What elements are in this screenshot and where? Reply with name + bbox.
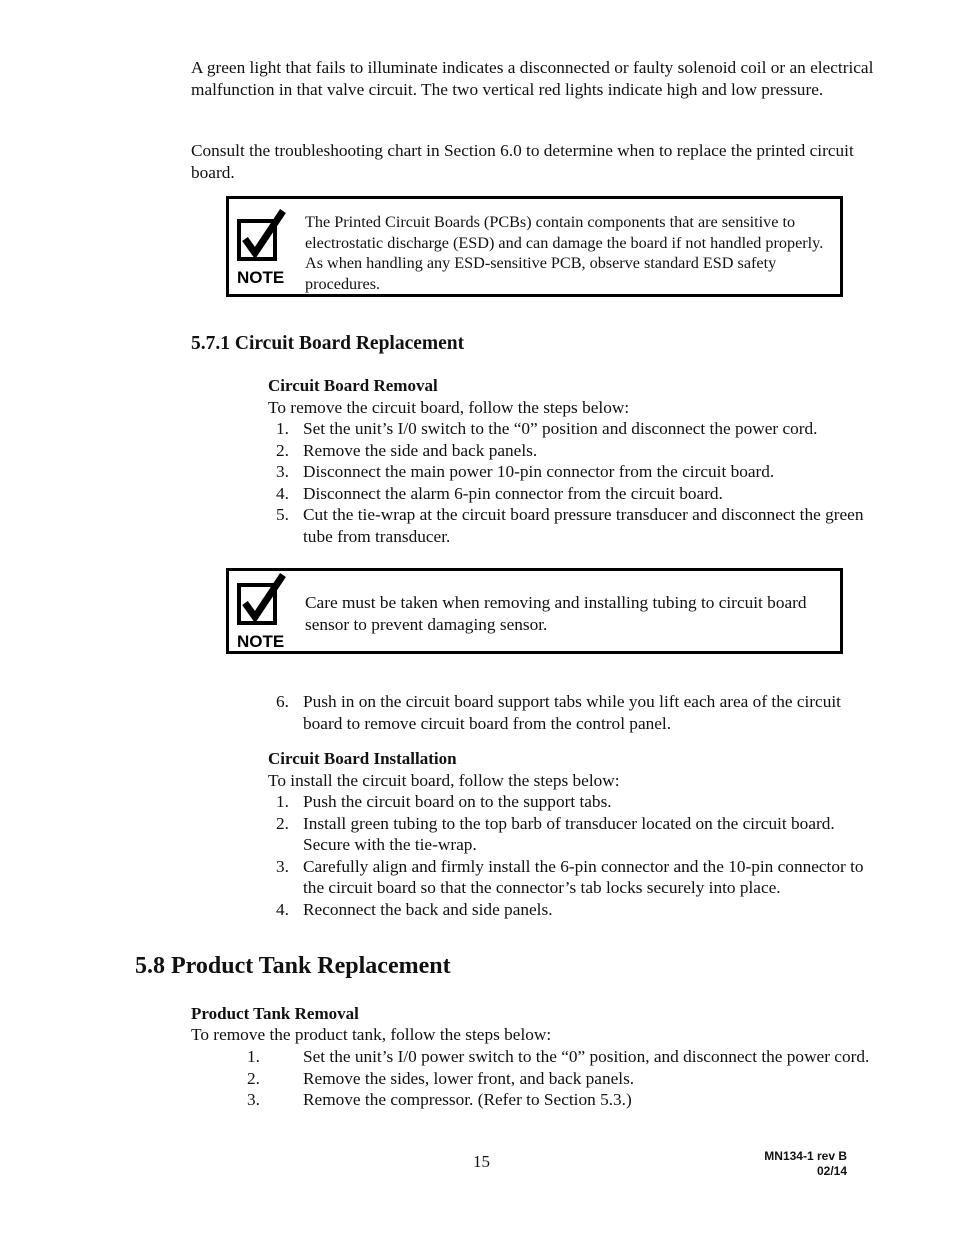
list-item: 2. Remove the side and back panels. (276, 440, 538, 460)
document-revision: MN134-1 rev B (764, 1149, 847, 1163)
list-item: 1. Set the unit’s I/0 switch to the “0” position and disconnect the power cord. (276, 419, 818, 438)
list-item: 2. Remove the sides, lower front, and back panels. (247, 1068, 635, 1088)
svg-text:NOTE: NOTE (237, 632, 285, 651)
tank-removal-intro: To remove the product tank, follow the steps below: (191, 1025, 552, 1044)
list-item: 3. Carefully align and firmly install the 6-pin connector and the 10-pin connector to the circuit board so that the connector’s tab locks securely into place. (276, 856, 864, 897)
paragraph-green-light: A green light that fails to illuminate indicates a disconnected or faulty solenoid coil or an electrical malfunction in that valve circuit. The two vertical red lights indicate high and low pressure. (191, 58, 874, 99)
paragraph-troubleshooting: Consult the troubleshooting chart in Section 6.0 to determine when to replace the printed circuit board. (191, 141, 854, 182)
list-item: 4. Disconnect the alarm 6-pin connector from the circuit board. (276, 483, 723, 503)
list-item: 5. Cut the tie-wrap at the circuit board pressure transducer and disconnect the green tube from transducer. (276, 505, 864, 546)
section-heading-58: 5.8 Product Tank Replacement (135, 953, 451, 979)
subheading-circuit-board-installation: Circuit Board Installation (268, 749, 457, 768)
list-item: 3. Remove the compressor. (Refer to Section 5.3.) (247, 1090, 632, 1109)
note-text-esd: The Printed Circuit Boards (PCBs) contain components that are sensitive to electrostatic discharge (ESD) and can damage the board if not handled properly. As when handling any ESD-sensitive PCB, observe standard ESD safety procedures. (305, 213, 824, 293)
removal-steps-list (268, 418, 872, 547)
list-item: 6. Push in on the circuit board support tabs while you lift each area of the circuit board to remove circuit board from the control panel. (276, 692, 841, 733)
note-checkmark-icon (237, 573, 293, 651)
list-item: 1. Set the unit’s I/0 power switch to the “0” position, and disconnect the power cord. (247, 1047, 870, 1066)
installation-intro: To install the circuit board, follow the steps below: (268, 771, 620, 790)
list-item: 1. Push the circuit board on to the support tabs. (276, 792, 612, 811)
removal-step-6 (268, 691, 868, 734)
svg-text:NOTE: NOTE (237, 268, 285, 287)
note-box-esd (226, 196, 843, 297)
list-item: 2. Install green tubing to the top barb of transducer located on the circuit board. Secure with the tie-wrap. (276, 813, 835, 854)
installation-steps-list (268, 791, 874, 920)
document-id (764, 1149, 847, 1179)
note-text-tubing: Care must be taken when removing and installing tubing to circuit board sensor to prevent damaging sensor. (305, 593, 807, 634)
document-date: 02/14 (816, 1164, 847, 1178)
note-box-tubing (226, 568, 843, 654)
list-item: 3. Disconnect the main power 10-pin connector from the circuit board. (276, 462, 775, 481)
tank-removal-steps-list (191, 1046, 881, 1111)
page-number: 15 (473, 1152, 490, 1171)
list-item: 4. Reconnect the back and side panels. (276, 899, 553, 919)
subheading-product-tank-removal: Product Tank Removal (191, 1004, 359, 1023)
removal-intro: To remove the circuit board, follow the steps below: (268, 398, 630, 417)
subheading-circuit-board-removal: Circuit Board Removal (268, 376, 438, 395)
note-checkmark-icon (237, 209, 293, 287)
section-heading-571: 5.7.1 Circuit Board Replacement (191, 333, 465, 354)
